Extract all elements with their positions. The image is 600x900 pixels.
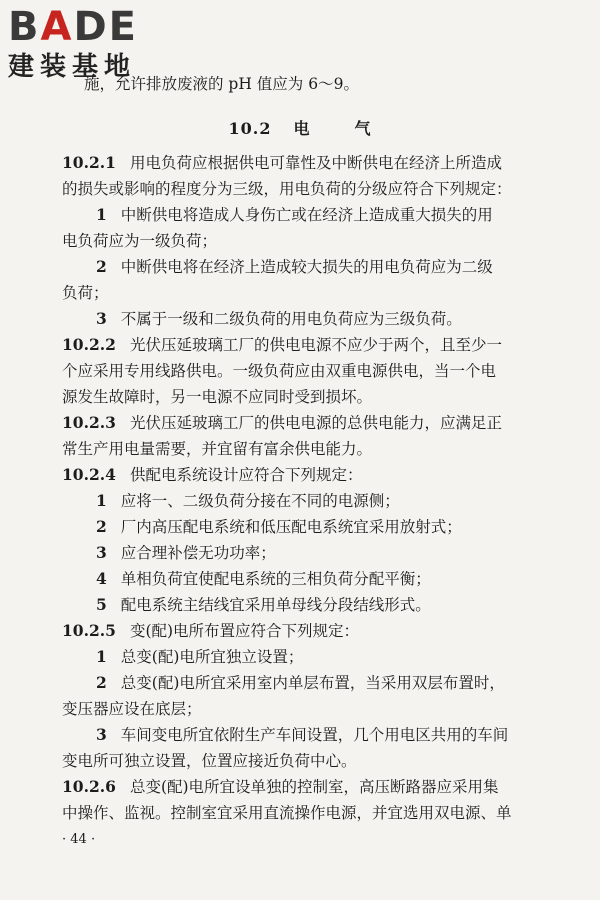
clause-text: 源发生故障时，另一电源不应同时受到损坏。 [62,388,373,406]
clause-10-2-4: 10.2.4 供配电系统设计应符合下列规定： [62,465,363,484]
clause-text: 常生产用电量需要，并宜留有富余供电能力。 [62,440,373,458]
intro-line: 施，允许排放废液的 pH 值应为 6～9。 [84,75,359,93]
list-item: 1 中断供电将造成人身伤亡或在经济上造成重大损失的用 [96,205,493,224]
list-item-cont: 电负荷应为一级负荷； [62,232,218,250]
list-item: 1 应将一、二级负荷分接在不同的电源侧； [96,491,400,510]
list-item: 3 车间变电所宜依附生产车间设置，几个用电区共用的车间 [96,725,509,744]
list-item: 2 厂内高压配电系统和低压配电系统宜采用放射式； [96,517,462,536]
logo-wordmark: BADE [8,4,138,50]
list-item: 2 总变(配)电所宜采用室内单层布置，当采用双层布置时， [96,673,505,692]
list-item: 5 配电系统主结线宜采用单母线分段结线形式。 [96,595,431,614]
clause-10-2-2: 10.2.2 光伏压延玻璃工厂的供电电源不应少于两个，且至少一 [62,335,502,354]
clause-10-2-6: 10.2.6 总变(配)电所宜设单独的控制室，高压断路器应采用集 [62,777,499,796]
list-item: 3 不属于一级和二级负荷的用电负荷应为三级负荷。 [96,309,462,328]
clause-text: 的损失或影响的程度分为三级，用电负荷的分级应符合下列规定： [62,180,512,198]
list-item: 3 应合理补偿无功功率； [96,543,276,562]
list-item: 1 总变(配)电所宜独立设置； [96,647,304,666]
clause-10-2-3: 10.2.3 光伏压延玻璃工厂的供电电源的总供电能力，应满足正 [62,413,502,432]
list-item-cont: 负荷； [62,284,109,302]
list-item: 4 单相负荷宜使配电系统的三相负荷分配平衡； [96,569,431,588]
logo-subtitle: 建装基地 [8,52,137,82]
list-item-cont: 变压器应设在底层； [62,700,202,718]
clause-10-2-5: 10.2.5 变(配)电所布置应符合下列规定： [62,621,360,640]
list-item: 2 中断供电将在经济上造成较大损失的用电负荷应为二级 [96,257,493,276]
page-number: · 44 · [62,832,96,847]
list-item-cont: 变电所可独立设置，位置应接近负荷中心。 [62,752,357,770]
clause-text: 中操作、监视。控制室宜采用直流操作电源，并宜选用双电源、单 [62,804,512,822]
clause-text: 个应采用专用线路供电。一级负荷应由双重电源供电，当一个电 [62,362,497,380]
clause-10-2-1: 10.2.1 用电负荷应根据供电可靠性及中断供电在经济上所造成 [62,153,502,172]
section-title: 10.2 电 气 [228,119,372,138]
